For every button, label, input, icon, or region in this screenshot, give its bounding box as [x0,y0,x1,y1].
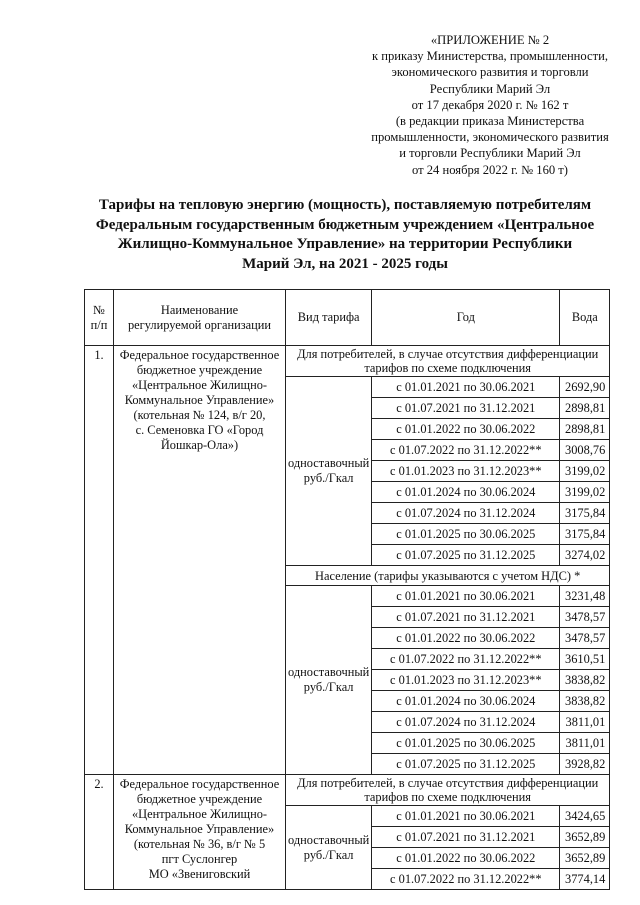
document-title: Тарифы на тепловую энергию (мощность), поставляемую потребителям Федеральным государственным бюджетным учреждением «Центральное Жилищно-Коммунальное Управление» на территории Республики Марий Эл, на 2021 - 2025 годы [95,197,595,272]
tariff-period: с 01.01.2022 по 30.06.2022 [372,419,560,440]
tariff-value: 3478,57 [560,607,610,628]
tariff-period: с 01.01.2021 по 30.06.2021 [372,806,560,827]
tariff-period: с 01.01.2021 по 30.06.2021 [372,377,560,398]
tariff-period: с 01.01.2021 по 30.06.2021 [372,586,560,607]
tariff-period: с 01.01.2024 по 30.06.2024 [372,482,560,503]
tariff-value: 3199,02 [560,482,610,503]
appendix-header: «ПРИЛОЖЕНИЕ № 2 к приказу Министерства, промышленности, экономического развития и торговли Республики Марий Эл от 17 декабря 2020 г. № 162 т (в редакции приказа Министерства промышленности, экономического развития и торговли Республики Марий Эл от 24 ноября 2022 г. № 160 т) [371,33,609,177]
header-organization: Наименование регулируемой организации [114,290,286,346]
tariff-value: 3928,82 [560,754,610,775]
tariff-value: 3199,02 [560,461,610,482]
tariff-value: 3838,82 [560,670,610,691]
tariff-table [84,289,610,890]
tariff-period: с 01.07.2025 по 31.12.2025 [372,754,560,775]
tariff-value: 2898,81 [560,419,610,440]
org-name: Федеральное государственное бюджетное учреждение «Центральное Жилищно- Коммунальное Управление» (котельная № 124, в/г 20, с. Семеновка ГО «Город Йошкар-Ола») [114,346,286,775]
org-number: 1. [85,346,114,775]
tariff-value: 3811,01 [560,712,610,733]
tariff-period: с 01.07.2024 по 31.12.2024 [372,503,560,524]
tariff-value: 2692,90 [560,377,610,398]
tariff-value: 3175,84 [560,524,610,545]
tariff-period: с 01.07.2025 по 31.12.2025 [372,545,560,566]
tariff-period: с 01.07.2022 по 31.12.2022** [372,869,560,890]
tariff-period: с 01.07.2022 по 31.12.2022** [372,440,560,461]
tariff-period: с 01.07.2022 по 31.12.2022** [372,649,560,670]
header-water: Вода [560,290,610,346]
section-heading: Для потребителей, в случае отсутствия дифференциации тарифов по схеме подключения [286,775,610,806]
tariff-value: 3838,82 [560,691,610,712]
org-name: Федеральное государственное бюджетное учреждение «Центральное Жилищно- Коммунальное Управление» (котельная № 36, в/г № 5 пгт Суслонгер МО «Звениговский [114,775,286,890]
tariff-value: 3478,57 [560,628,610,649]
header-tariff-type: Вид тарифа [286,290,372,346]
tariff-period: с 01.01.2022 по 30.06.2022 [372,628,560,649]
tariff-period: с 01.01.2025 по 30.06.2025 [372,524,560,545]
tariff-value: 3774,14 [560,869,610,890]
tariff-period: с 01.07.2021 по 31.12.2021 [372,607,560,628]
tariff-period: с 01.01.2022 по 30.06.2022 [372,848,560,869]
tariff-value: 3652,89 [560,848,610,869]
tariff-period: с 01.01.2024 по 30.06.2024 [372,691,560,712]
org-number: 2. [85,775,114,890]
tariff-type: одноставочный руб./Гкал [286,806,372,890]
tariff-value: 3424,65 [560,806,610,827]
tariff-value: 3008,76 [560,440,610,461]
tariff-period: с 01.01.2023 по 31.12.2023** [372,670,560,691]
tariff-period: с 01.01.2025 по 30.06.2025 [372,733,560,754]
tariff-value: 2898,81 [560,398,610,419]
table-header-row [85,290,610,346]
tariff-value: 3274,02 [560,545,610,566]
tariff-period: с 01.01.2023 по 31.12.2023** [372,461,560,482]
tariff-period: с 01.07.2024 по 31.12.2024 [372,712,560,733]
tariff-type: одноставочный руб./Гкал [286,586,372,775]
section-heading-row [85,346,610,377]
tariff-value: 3231,48 [560,586,610,607]
section-heading-row [85,775,610,806]
header-year: Год [372,290,560,346]
tariff-value: 3610,51 [560,649,610,670]
section-heading: Для потребителей, в случае отсутствия дифференциации тарифов по схеме подключения [286,346,610,377]
tariff-value: 3175,84 [560,503,610,524]
header-number: № п/п [85,290,114,346]
section-heading: Население (тарифы указываются с учетом НДС) * [286,566,610,586]
tariff-period: с 01.07.2021 по 31.12.2021 [372,398,560,419]
tariff-period: с 01.07.2021 по 31.12.2021 [372,827,560,848]
tariff-value: 3811,01 [560,733,610,754]
tariff-type: одноставочный руб./Гкал [286,377,372,566]
tariff-value: 3652,89 [560,827,610,848]
